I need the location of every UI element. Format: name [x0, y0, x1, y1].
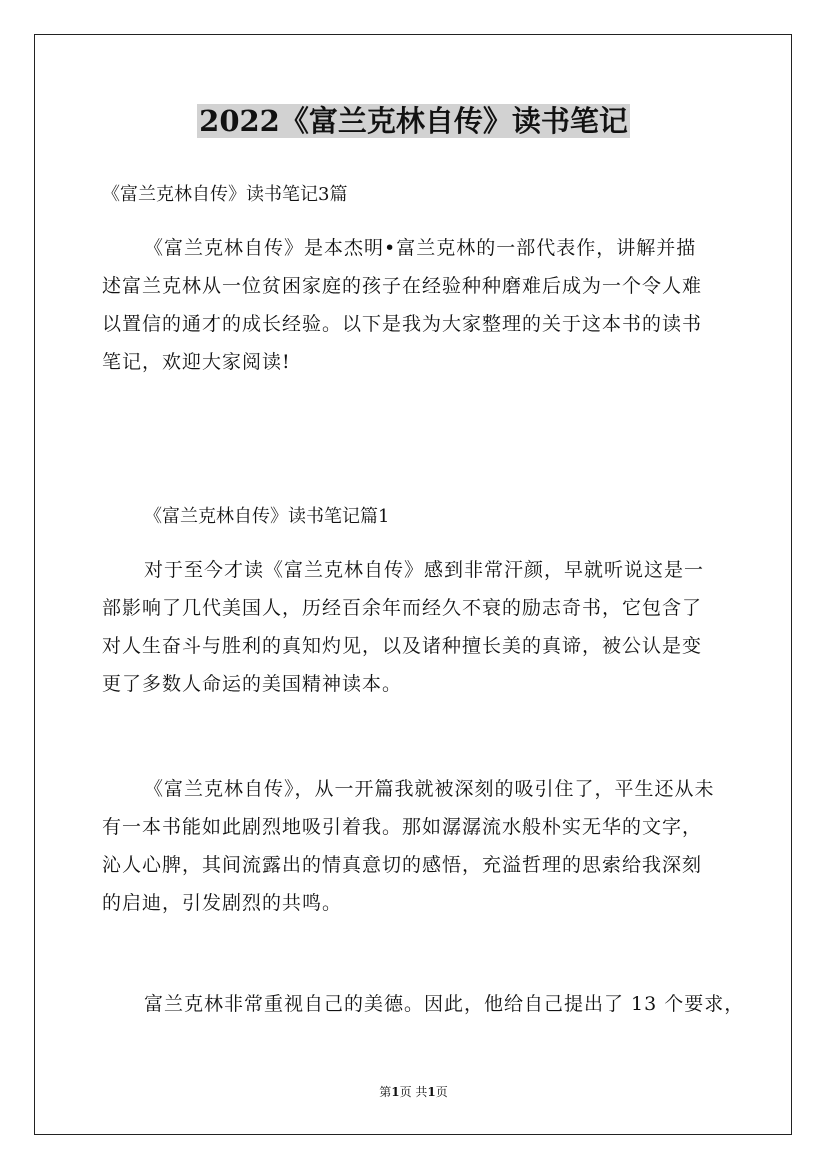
para4-line-1: 富兰克林非常重视自己的美德。因此，他给自己提出了 13 个要求， [144, 993, 745, 1015]
para2-line-2: 部影响了几代美国人，历经百余年而经久不衰的励志奇书，它包含了 [102, 597, 703, 619]
intro-paragraph [102, 229, 726, 381]
document-title-text: 2022《富兰克林自传》读书笔记 [199, 104, 628, 138]
footer-page-prefix: 第 [379, 1085, 392, 1099]
para3-line-3: 沁人心脾，其间流露出的情真意切的感悟，充溢哲理的思索给我深刻 [102, 854, 703, 876]
body-paragraph-1 [102, 551, 726, 703]
body-paragraph-3 [102, 985, 745, 1023]
document-title [0, 100, 827, 142]
document-subtitle: 《富兰克林自传》读书笔记3篇 [102, 184, 348, 205]
para3-line-4: 的启迪，引发剧烈的共鸣。 [102, 892, 343, 914]
intro-line-3: 以置信的通才的成长经验。以下是我为大家整理的关于这本书的读书 [102, 313, 703, 335]
intro-line-2: 述富兰克林从一位贫困家庭的孩子在经验种种磨难后成为一个令人难 [102, 275, 703, 297]
para2-line-4: 更了多数人命运的美国精神读本。 [102, 673, 403, 695]
intro-line-1: 《富兰克林自传》是本杰明•富兰克林的一部代表作，讲解并描 [144, 237, 697, 259]
para2-line-3: 对人生奋斗与胜利的真知灼见，以及诸种擅长美的真谛，被公认是变 [102, 635, 703, 657]
footer-page-suffix: 页 [435, 1085, 448, 1099]
para3-line-2: 有一本书能如此剧烈地吸引着我。那如潺潺流水般朴实无华的文字， [102, 816, 703, 838]
body-paragraph-2 [102, 770, 726, 922]
intro-line-4: 笔记，欢迎大家阅读! [102, 351, 291, 373]
section-heading: 《富兰克林自传》读书笔记篇1 [144, 506, 390, 527]
page-footer [0, 1083, 827, 1101]
footer-page-total: 1 [427, 1085, 436, 1099]
footer-page-current: 1 [391, 1085, 400, 1099]
footer-page-mid: 页 共 [399, 1085, 428, 1099]
para3-line-1: 《富兰克林自传》，从一开篇我就被深刻的吸引住了，平生还从未 [144, 778, 715, 800]
para2-line-1: 对于至今才读《富兰克林自传》感到非常汗颜，早就听说这是一 [144, 559, 705, 581]
